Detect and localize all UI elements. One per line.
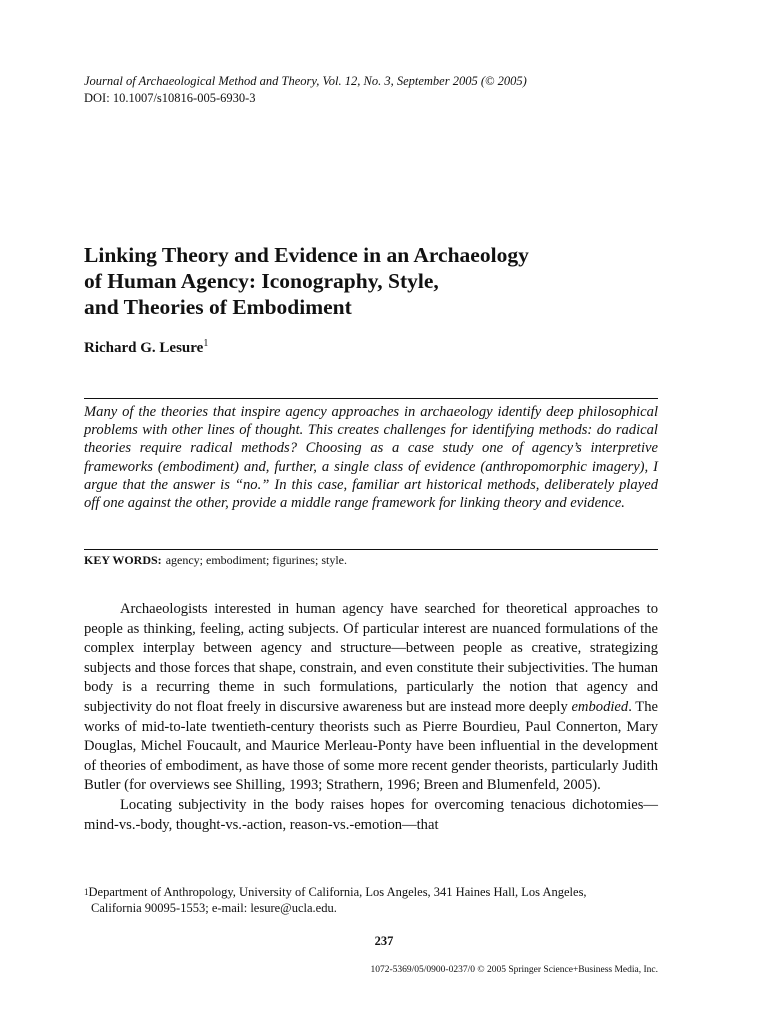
title-line: and Theories of Embodiment <box>84 295 352 319</box>
paragraph: Locating subjectivity in the body raises hopes for overcoming tenacious dichotomies—mind-vs.-body, thought-vs.-action, reason-vs.-emotion—that <box>84 796 658 833</box>
abstract: Many of the theories that inspire agency approaches in archaeology identify deep philosophical problems with other lines of thought. This creates challenges for identifying methods: do radical theories require radical methods? Choosing as a case study one of agency’s interpretive frameworks (embodiment) and, further, a single class of evidence (anthropomorphic imagery), I argue that the answer is “no.” In this case, familiar art historical methods, deliberately played off one against the other, provide a middle range framework for linking theory and evidence. <box>84 404 658 512</box>
journal-citation: Journal of Archaeological Method and Theory, Vol. 12, No. 3, September 2005 (© 2005) <box>84 74 527 88</box>
footnote <box>84 884 664 916</box>
copyright-line: 1072-5369/05/0900-0237/0 © 2005 Springer Science+Business Media, Inc. <box>370 965 658 975</box>
abstract-bottom-rule <box>84 549 658 550</box>
page-number: 237 <box>374 934 394 948</box>
article-title <box>84 242 684 320</box>
emphasis: embodied <box>571 698 629 715</box>
author <box>84 338 208 357</box>
body-text <box>84 600 658 835</box>
keywords <box>84 552 347 568</box>
footnote-mark: 1 <box>84 887 89 897</box>
doi: DOI: 10.1007/s10816-005-6930-3 <box>84 91 256 105</box>
abstract-top-rule <box>84 398 658 399</box>
title-line: Linking Theory and Evidence in an Archaeology <box>84 243 529 267</box>
author-footnote-mark: 1 <box>203 338 209 349</box>
keywords-value: agency; embodiment; figurines; style. <box>165 553 347 567</box>
keywords-label: KEY WORDS: <box>84 553 162 567</box>
footnote-line: Department of Anthropology, University of California, Los Angeles, 341 Haines Hall, Los Angeles, <box>88 885 587 899</box>
author-name: Richard G. Lesure <box>84 340 204 356</box>
title-line: of Human Agency: Iconography, Style, <box>84 269 439 293</box>
footnote-line: California 90095-1553; e-mail: lesure@ucla.edu. <box>91 901 337 915</box>
paragraph: Archaeologists interested in human agency have searched for theoretical approaches to people as thinking, feeling, acting subjects. Of particular interest are nuanced formulations of the complex interplay between agency and structure—between people as creative, strategizing subjects and those forces that shape, constrain, and even constitute their subjectivities. The human body is a recurring theme in such formulations, particularly the notion that agency and subjectivity do not float freely in discursive awareness but are instead more deeply embodied. The works of mid-to-late twentieth-century theorists such as Pierre Bourdieu, Paul Connerton, Mary Douglas, Michel Foucault, and Maurice Merleau-Ponty have been influential in the development of theories of embodiment, as have those of some more recent gender theorists, particularly Judith Butler (for overviews see Shilling, 1993; Strathern, 1996; Breen and Blumenfeld, 2005). <box>84 601 658 794</box>
